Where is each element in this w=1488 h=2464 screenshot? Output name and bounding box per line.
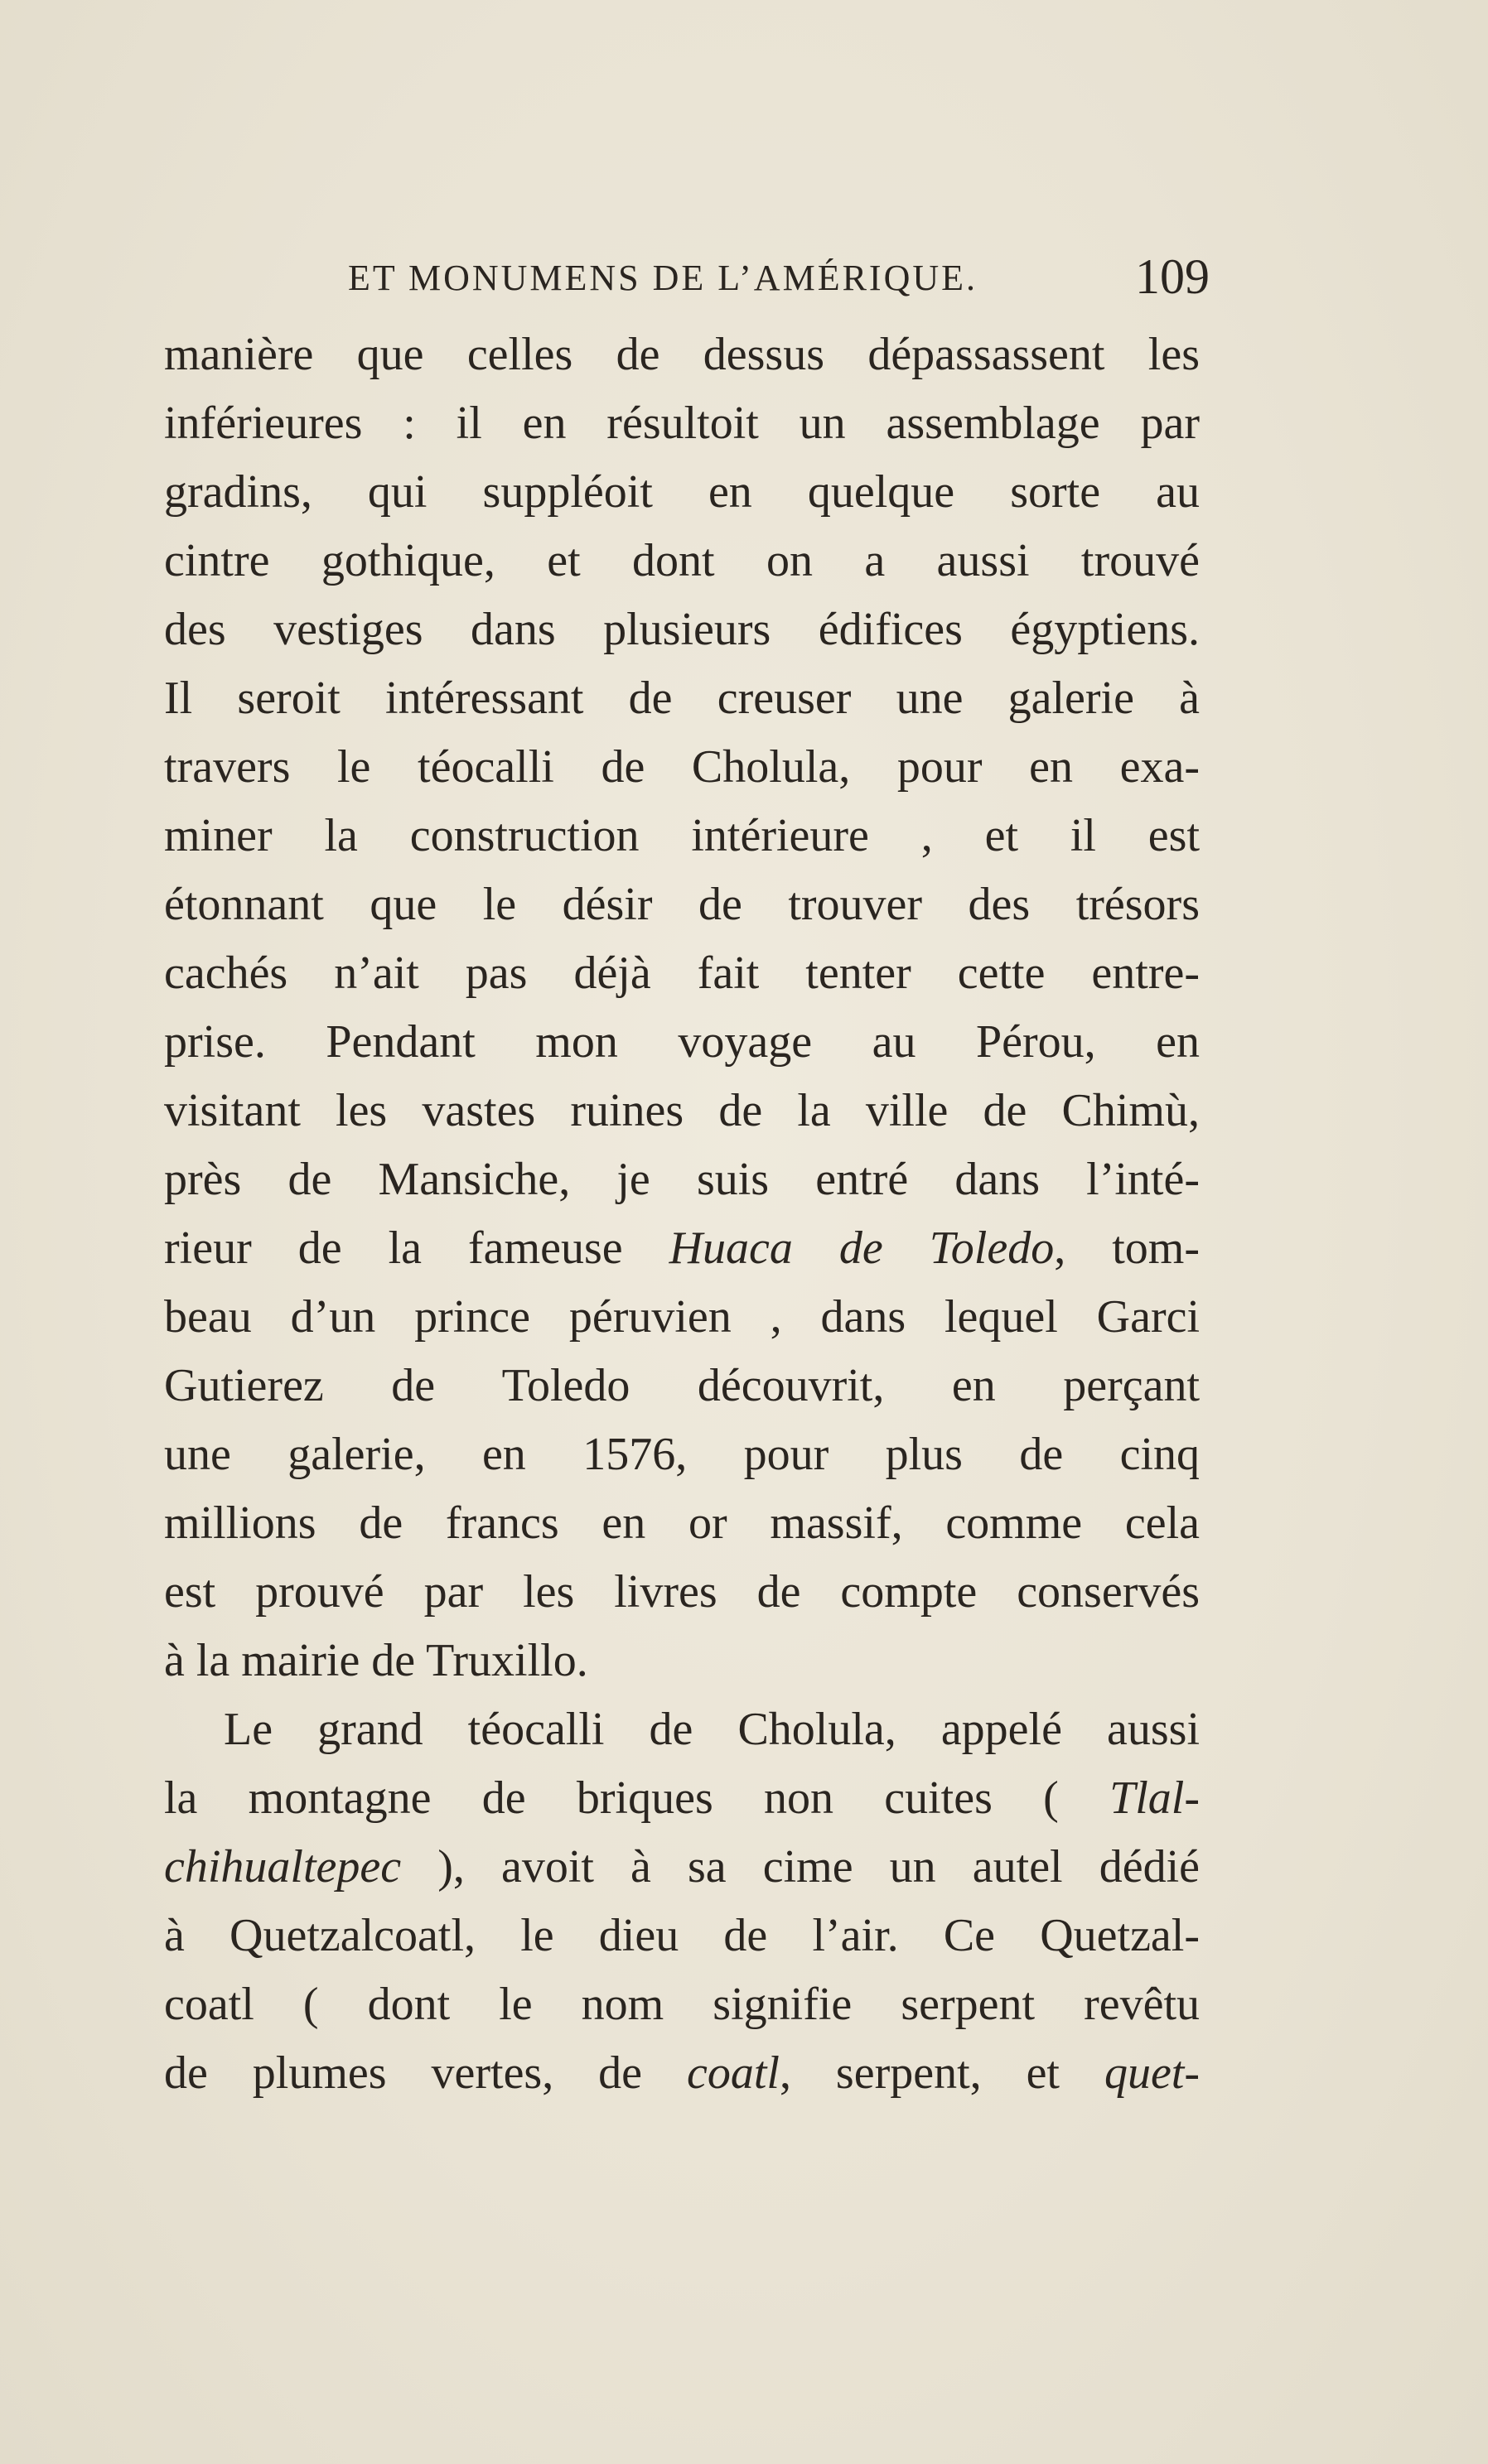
text-line: cachés n’ait pas déjà fait tenter cette entre- [164, 948, 1200, 999]
text-line: beau d’un prince péruvien , dans lequel Garci [164, 1291, 1200, 1343]
text-line: travers le téocalli de Cholula, pour en exa- [164, 741, 1200, 793]
text-run: la montagne de briques non cuites ( [164, 1772, 1110, 1824]
running-head: ET MONUMENS DE L’AMÉRIQUE. [348, 258, 978, 298]
text-line: Le grand téocalli de Cholula, appelé aussi [224, 1704, 1200, 1755]
text-line: miner la construction intérieure , et il est [164, 810, 1200, 861]
text-line: près de Mansiche, je suis entré dans l’inté- [164, 1154, 1200, 1205]
text-line [164, 1764, 1200, 1833]
text-line: millions de francs en or massif, comme cela [164, 1497, 1200, 1549]
text-line [164, 1833, 1200, 1902]
text-line: est prouvé par les livres de compte conservés [164, 1566, 1200, 1618]
body-text [164, 321, 1200, 2108]
text-run: rieur de la fameuse [164, 1222, 669, 1274]
text-line [164, 1214, 1200, 1283]
page-header [348, 248, 1210, 306]
text-line: à la mairie de Truxillo. [164, 1635, 588, 1686]
text-line: gradins, qui suppléoit en quelque sorte au [164, 466, 1200, 518]
text-line: cintre gothique, et dont on a aussi trouvé [164, 535, 1200, 586]
italic-run: chihualtepec [164, 1841, 402, 1893]
text-line: Il seroit intéressant de creuser une galerie à [164, 673, 1200, 724]
text-line: coatl ( dont le nom signifie serpent revêtu [164, 1979, 1200, 2030]
text-line: manière que celles de dessus dépassassent les [164, 329, 1200, 380]
text-line: visitant les vastes ruines de la ville de Chimù, [164, 1085, 1200, 1136]
text-line: inférieures : il en résultoit un assemblage par [164, 398, 1200, 449]
text-line: prise. Pendant mon voyage au Pérou, en [164, 1016, 1200, 1068]
text-run: ), avoit à sa cime un autel dédié [401, 1841, 1200, 1893]
text-line: une galerie, en 1576, pour plus de cinq [164, 1429, 1200, 1480]
text-line: Gutierez de Toledo découvrit, en perçant [164, 1360, 1200, 1411]
text-line: à Quetzalcoatl, le dieu de l’air. Ce Quetzal- [164, 1910, 1200, 1961]
italic-run: quet- [1104, 2047, 1200, 2099]
text-line [164, 2039, 1200, 2108]
text-line: des vestiges dans plusieurs édifices égyptiens. [164, 604, 1200, 655]
page-number: 109 [1135, 249, 1210, 304]
italic-run: coatl [686, 2047, 780, 2099]
italic-run: Tlal- [1109, 1772, 1200, 1824]
text-line: étonnant que le désir de trouver des trésors [164, 879, 1200, 930]
italic-run: Huaca de Toledo [669, 1222, 1055, 1274]
text-run: de plumes vertes, de [164, 2047, 687, 2099]
text-run: , serpent, et [779, 2047, 1104, 2099]
text-run: , tom- [1054, 1222, 1200, 1274]
